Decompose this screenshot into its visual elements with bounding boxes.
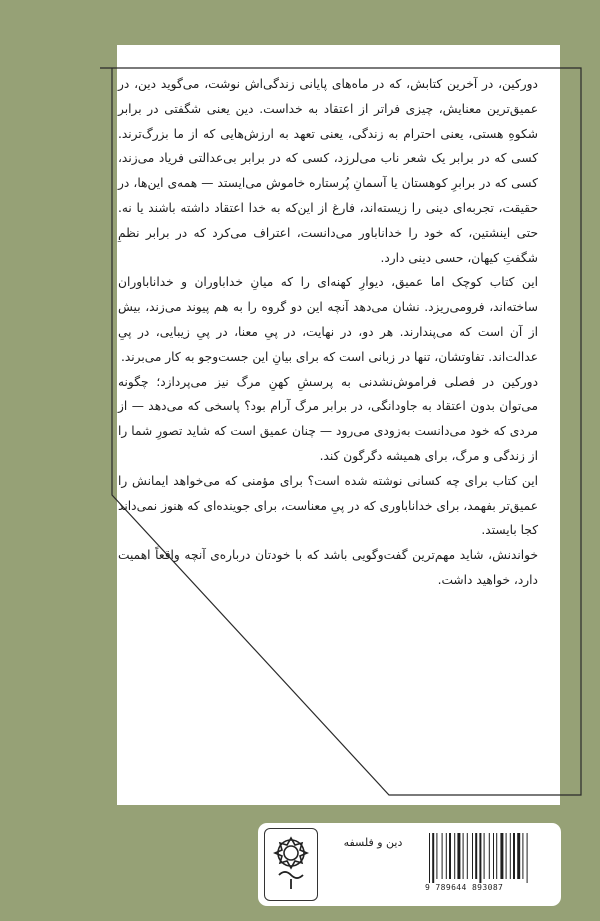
barcode-bar [506, 833, 507, 879]
barcode-bar [446, 833, 447, 879]
barcode-bar [489, 833, 490, 879]
barcode-bar [493, 833, 494, 879]
barcode-bar [432, 833, 434, 883]
isbn-digits: 9 789644 893087 [425, 883, 504, 892]
blurb-text [118, 72, 538, 593]
barcode-bar [500, 833, 503, 879]
barcode-bar [484, 833, 485, 879]
barcode-bar [463, 833, 464, 879]
paragraph-1: دورکین، در آخرین کتابش، که در ماه‌های پایانی زندگی‌اش نوشت، می‌گوید دین، در عمیق‌ترین معنایش، چیزی فراتر از اعتقاد به خداست. دین یعنی شگفتی در برابر شکوهِ هستی، یعنی احترام به زندگی، یعنی تعهد به ارزش‌هایی که از ما بزرگ‌ترند. کسی که در برابر یک شعر ناب می‌لرزد، کسی که در برابر بی‌عدالتی فریاد می‌زند، کسی که در برابرِ کوهستان یا آسمانِ پُرستاره خاموش می‌ایستد — همه‌ی این‌ها، در حقیقت، تجربه‌ای دینی را زیسته‌اند، فارغ از این‌که به خدا اعتقاد داشته باشند یا نه. حتی اینشتین، که خود را خداناباور می‌دانست، اعتراف می‌کرد که در برابر نظمِ شگفتِ کیهان، حسی دینی دارد. [118, 77, 538, 265]
barcode-bar [527, 833, 528, 883]
barcode-bar [522, 833, 523, 879]
barcode-bar [454, 833, 455, 879]
publisher-logo-icon [271, 835, 311, 893]
barcode-bar [457, 833, 460, 879]
barcode-bar [442, 833, 443, 879]
barcode-bar [475, 833, 477, 879]
barcode-bar [479, 833, 481, 883]
barcode-bar [467, 833, 468, 879]
paragraph-2: این کتاب کوچک اما عمیق، دیوارِ کهنه‌ای را که میانِ خداباوران و خداناباوران ساخته‌اند، فرومی‌ریزد. نشان می‌دهد آنچه این دو گروه را به هم پیوند می‌زند، بیش از آن است که می‌پندارند. هر دو، در نهایت، در پیِ معنا، در پیِ زیبایی، در پیِ عدالت‌اند. تفاوتشان، تنها در زبانی است که برای بیانِ این جست‌وجو به کار می‌برند. [118, 275, 538, 364]
barcode-bar [429, 833, 430, 883]
barcode-bar [449, 833, 451, 879]
paragraph-4: این کتاب برای چه کسانی نوشته شده است؟ برای مؤمنی که می‌خواهد ایمانش را عمیق‌تر بفهمد، برای خداناباوری که در پیِ معناست، برای جوینده‌ای که هنوز نمی‌داند کجا بایستد. [118, 473, 538, 538]
barcode-bar [472, 833, 473, 879]
category-label: دین و فلسفه [343, 836, 403, 849]
barcode-bar [510, 833, 511, 879]
barcode-bar [436, 833, 437, 879]
publisher-logo [264, 828, 318, 901]
paragraph-3: دورکین در فصلی فراموش‌نشدنی به پرسشِ کهنِ مرگ نیز می‌پردازد؛ چگونه می‌توان بدون اعتقاد به جاودانگی، در برابر مرگ آرام بود؟ پاسخی که می‌دهد — از مردی که خود می‌دانست به‌زودی می‌رود — چنان عمیق است که شاید تصورِ شما را از زندگی و مرگ، برای همیشه دگرگون کند. [118, 374, 538, 463]
barcode-bar [517, 833, 520, 879]
barcode-bar [496, 833, 497, 879]
barcode-bar [513, 833, 515, 879]
paragraph-5: خواندنش، شاید مهم‌ترین گفت‌وگویی باشد که با خودتان درباره‌ی آنچه واقعاً اهمیت دارد، خواهید داشت. [118, 548, 538, 587]
barcode-bars [425, 833, 549, 883]
